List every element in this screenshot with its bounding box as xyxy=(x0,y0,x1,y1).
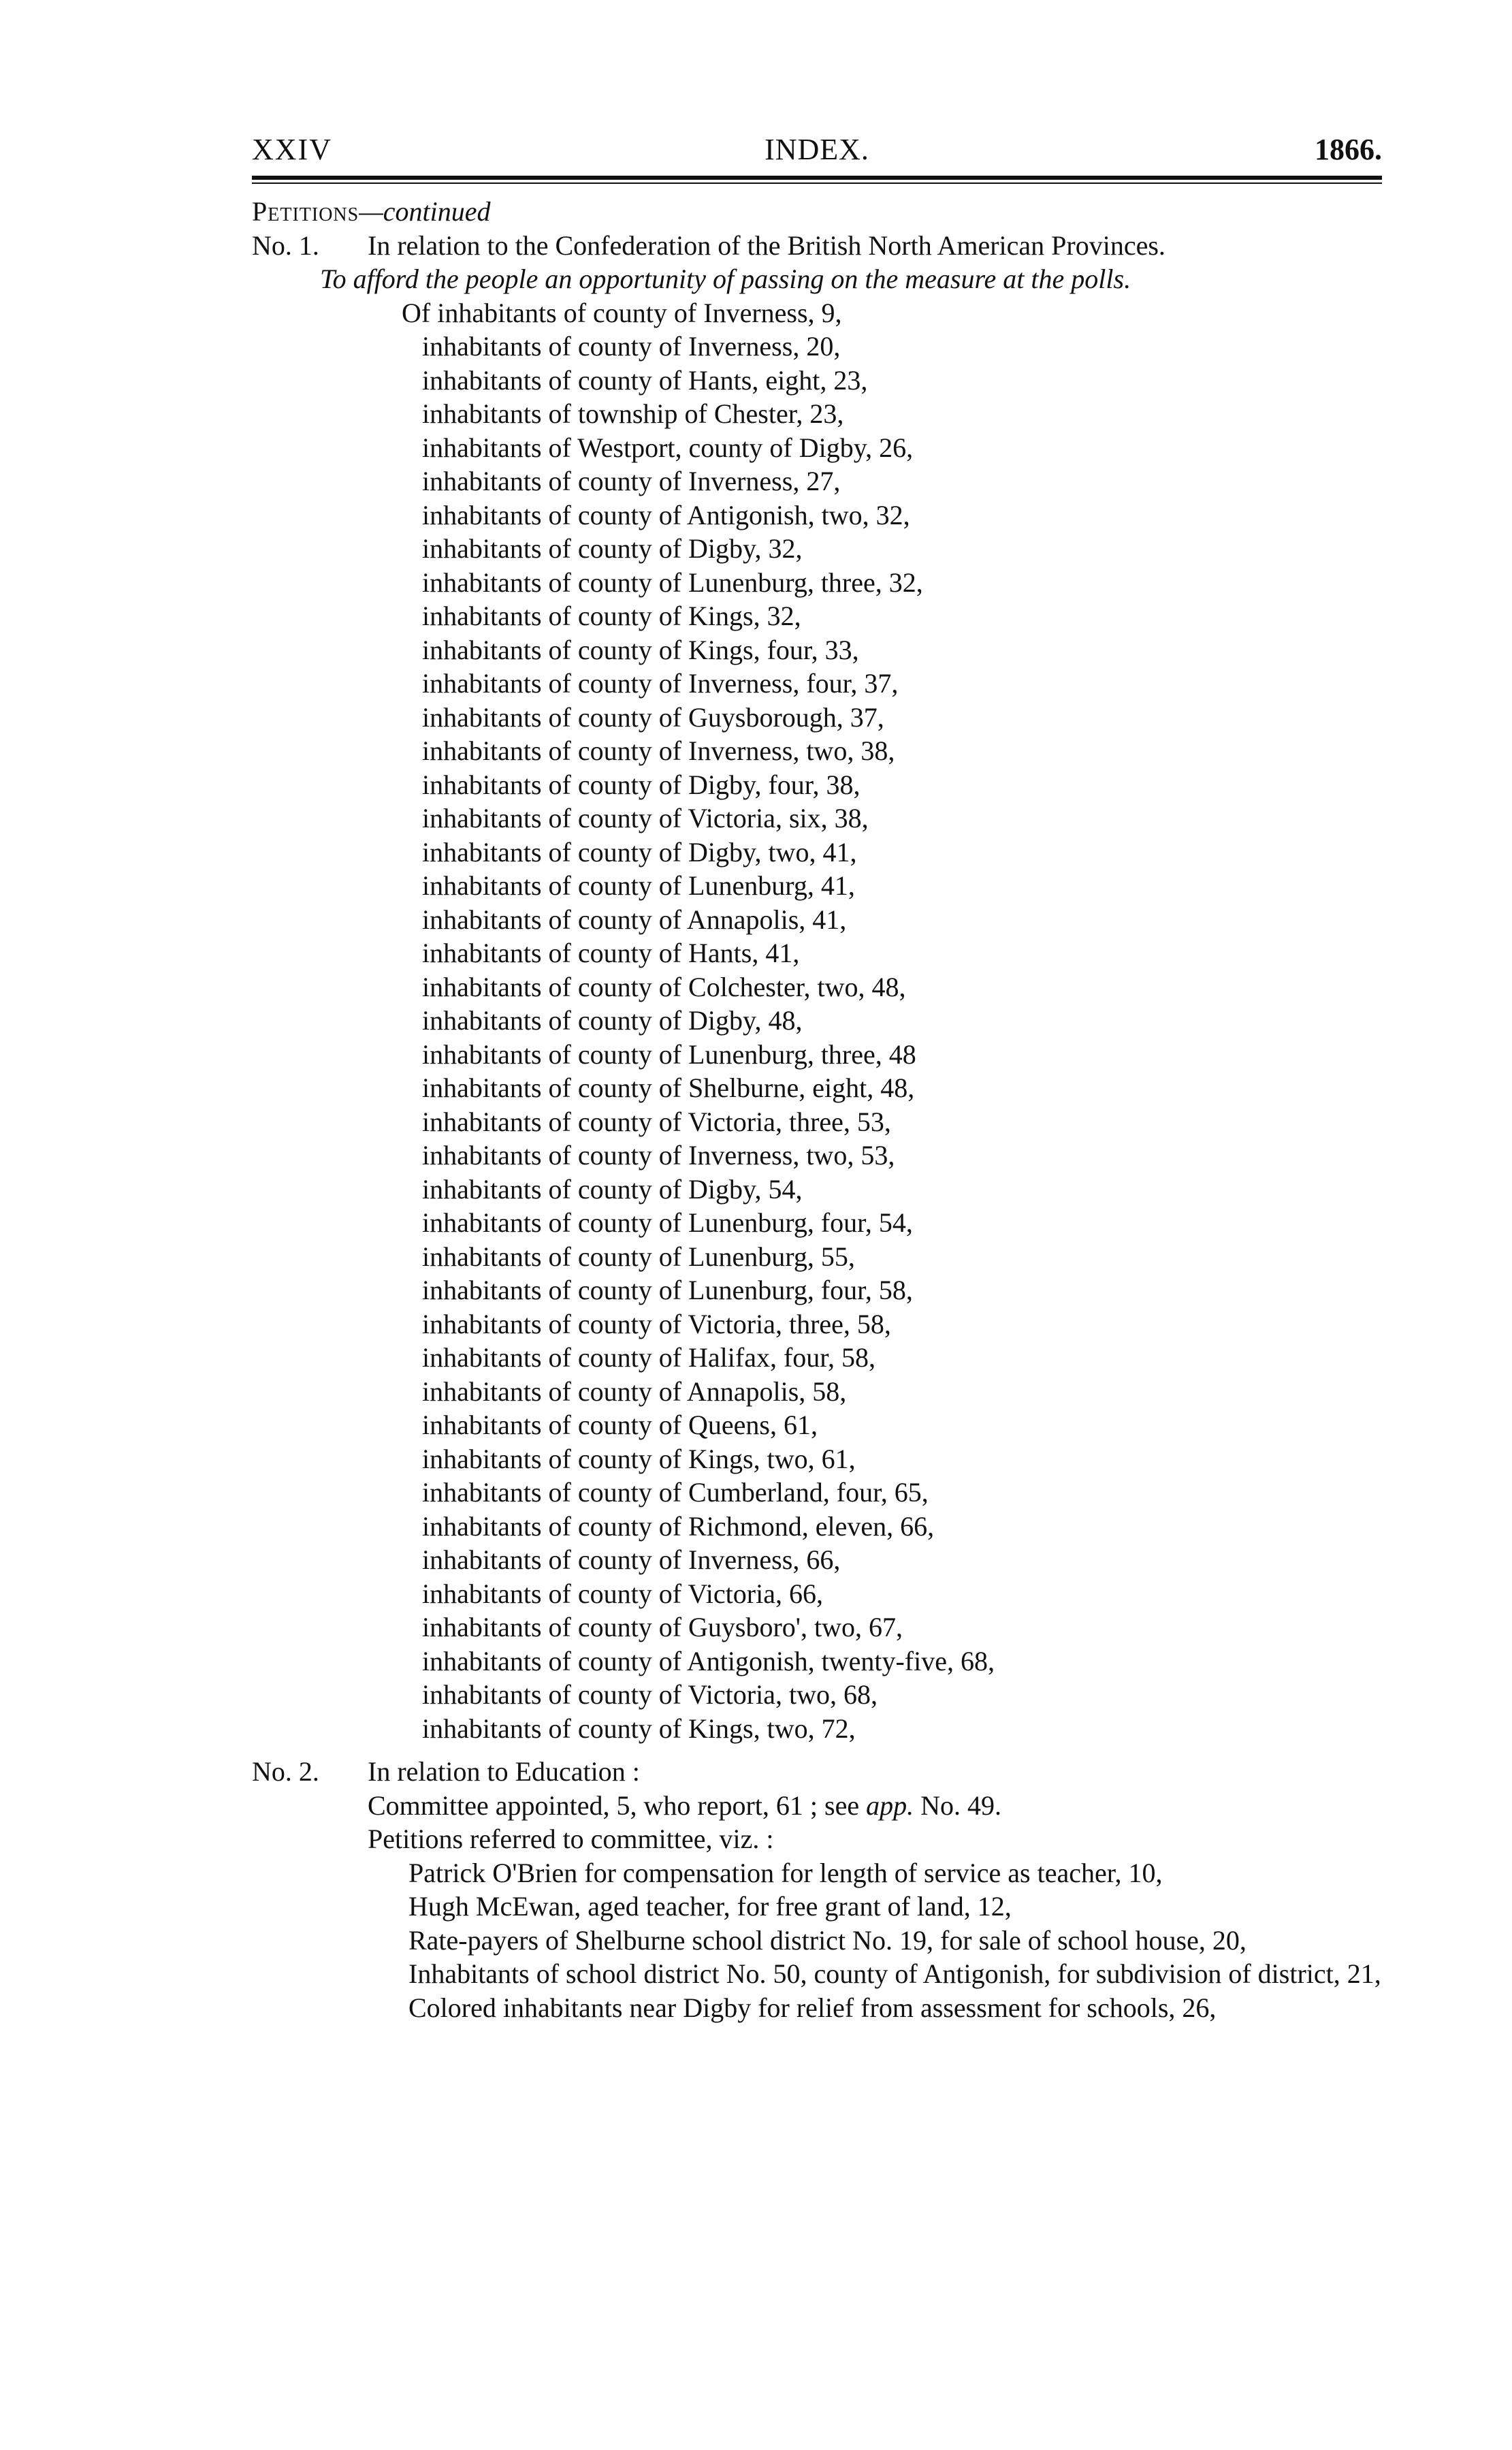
page-title: INDEX. xyxy=(765,133,869,166)
list-item: inhabitants of county of Inverness, four, 37, xyxy=(422,668,899,699)
petition-entries xyxy=(402,296,1382,1746)
list-item: inhabitants of county of Inverness, two, 38, xyxy=(422,735,895,766)
list-item: inhabitants of county of Victoria, three, 58, xyxy=(422,1308,891,1339)
list-item: inhabitants of Westport, county of Digby, 26, xyxy=(422,432,914,463)
page-header xyxy=(252,129,1382,170)
list-item: inhabitants of county of Colchester, two, 48, xyxy=(422,971,906,1002)
list-item: Rate-payers of Shelburne school district No. 19, for sale of school house, 20, xyxy=(408,1924,1246,1956)
committee-line xyxy=(368,1789,1382,1823)
list-item: inhabitants of county of Lunenburg, three, 48 xyxy=(422,1038,916,1070)
committee-app: app. xyxy=(866,1789,914,1821)
continued-label: Petitions xyxy=(252,196,359,227)
section-2-title: In relation to Education : xyxy=(368,1756,640,1787)
list-item: inhabitants of county of Cumberland, four, 65, xyxy=(422,1477,929,1508)
list-item: inhabitants of county of Queens, 61, xyxy=(422,1410,818,1440)
list-item: inhabitants of county of Digby, four, 38, xyxy=(422,769,860,800)
section-2-heading xyxy=(252,1755,1382,1789)
list-item: Patrick O'Brien for compensation for length of service as teacher, 10, xyxy=(408,1857,1163,1888)
committee-suffix: No. 49. xyxy=(914,1789,1001,1821)
index-page xyxy=(252,129,1382,2024)
list-item: Of inhabitants of county of Inverness, 9, xyxy=(402,297,842,328)
list-item: inhabitants of county of Hants, 41, xyxy=(422,938,800,968)
list-item: inhabitants of county of Digby, 48, xyxy=(422,1005,803,1036)
list-item: inhabitants of county of Hants, eight, 23, xyxy=(422,364,868,396)
committee-prefix: Committee appointed, 5, who report, 61 ; see xyxy=(368,1789,867,1821)
list-item: inhabitants of county of Kings, four, 33, xyxy=(422,634,859,665)
header-rule xyxy=(252,176,1382,180)
list-item: Inhabitants of school district No. 50, county of Antigonish, for subdivision of district, 21, xyxy=(408,1958,1381,1989)
list-item: inhabitants of county of Victoria, six, 38, xyxy=(422,803,869,833)
list-item: inhabitants of county of Victoria, three, 53, xyxy=(422,1106,891,1137)
list-item: inhabitants of county of Kings, 32, xyxy=(422,601,801,631)
page-number: XXIV xyxy=(252,133,332,166)
list-item: inhabitants of county of Lunenburg, four, 54, xyxy=(422,1207,913,1238)
list-item: inhabitants of county of Kings, two, 61, xyxy=(422,1443,856,1474)
section-1-heading xyxy=(252,229,1382,263)
page-year: 1866. xyxy=(1315,133,1382,166)
list-item: inhabitants of county of Kings, two, 72, xyxy=(422,1713,856,1744)
list-item: inhabitants of county of Annapolis, 41, xyxy=(422,904,847,935)
list-item: inhabitants of county of Lunenburg, 41, xyxy=(422,870,855,901)
list-item: inhabitants of county of Digby, 32, xyxy=(422,533,803,564)
education-petitions xyxy=(408,1856,1382,2025)
list-item: inhabitants of township of Chester, 23, xyxy=(422,398,844,429)
section-1-number: No. 1. xyxy=(252,229,319,261)
list-item: inhabitants of county of Antigonish, twenty-five, 68, xyxy=(422,1645,995,1676)
section-1-title: In relation to the Confederation of the British North American Provinces. xyxy=(368,229,1165,261)
list-item: inhabitants of county of Annapolis, 58, xyxy=(422,1375,847,1407)
list-item: inhabitants of county of Antigonish, two, 32, xyxy=(422,499,910,530)
list-item: inhabitants of county of Inverness, 20, xyxy=(422,331,841,362)
header-rule-thin xyxy=(252,182,1382,184)
list-item: inhabitants of county of Inverness, two, 53, xyxy=(422,1140,895,1171)
section-1-subtitle: To afford the people an opportunity of passing on the measure at the polls. xyxy=(320,264,1131,294)
list-item: inhabitants of county of Inverness, 66, xyxy=(422,1544,841,1575)
list-item: inhabitants of county of Guysboro', two, 67, xyxy=(422,1612,903,1642)
section-2-number: No. 2. xyxy=(252,1756,319,1787)
list-item: inhabitants of county of Victoria, two, 68, xyxy=(422,1679,878,1710)
list-item: Hugh McEwan, aged teacher, for free grant of land, 12, xyxy=(408,1891,1012,1922)
list-item: inhabitants of county of Lunenburg, 55, xyxy=(422,1241,855,1272)
list-item: inhabitants of county of Inverness, 27, xyxy=(422,466,841,496)
list-item: inhabitants of county of Lunenburg, three, 32, xyxy=(422,567,923,598)
continued-suffix: —continued xyxy=(359,196,491,227)
list-item: inhabitants of county of Shelburne, eight, 48, xyxy=(422,1072,915,1103)
list-item: inhabitants of county of Guysborough, 37, xyxy=(422,701,884,733)
list-item: inhabitants of county of Halifax, four, 58, xyxy=(422,1342,876,1373)
list-item: inhabitants of county of Richmond, eleven, 66, xyxy=(422,1510,935,1542)
list-item: inhabitants of county of Victoria, 66, xyxy=(422,1578,823,1609)
list-item: inhabitants of county of Lunenburg, four, 58, xyxy=(422,1275,913,1305)
list-item: inhabitants of county of Digby, two, 41, xyxy=(422,836,857,868)
education-block xyxy=(320,1789,1382,2025)
referred-line: Petitions referred to committee, viz. : xyxy=(368,1824,774,1854)
list-item: Colored inhabitants near Digby for relief from assessment for schools, 26, xyxy=(408,1992,1217,2023)
list-item: inhabitants of county of Digby, 54, xyxy=(422,1173,803,1205)
continued-heading xyxy=(252,195,1382,229)
